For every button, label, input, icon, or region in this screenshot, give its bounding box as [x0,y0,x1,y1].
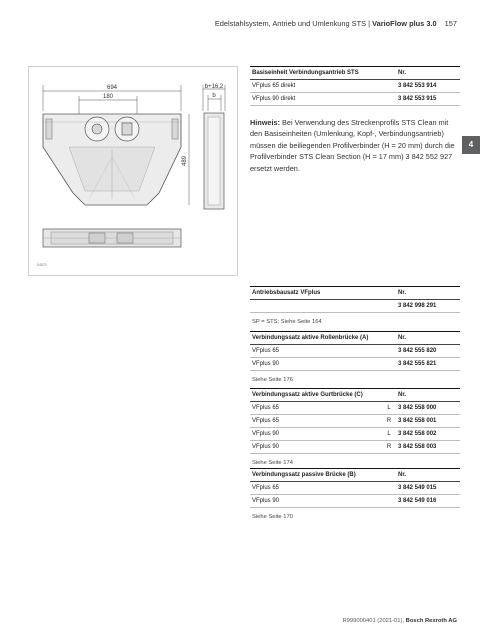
table-cell: VFplus 65 [252,418,280,424]
table-cell: VFplus 90 [252,431,280,437]
table-header-cell: Verbindungssatz aktive Rollenbrücke (A) [252,335,369,341]
table-cell: VFplus 65 [252,348,280,354]
table-row [250,358,460,371]
technical-drawing [28,66,238,276]
table-cell: 3 842 555 821 [398,361,437,367]
header-title: Edelstahlsystem, Antrieb und Umlenkung STS [214,19,367,28]
table-row [250,345,460,358]
table-note: Siehe Seite 176 [252,377,293,383]
chapter-tab: 4 [462,136,480,154]
page-footer [342,618,457,624]
table-row [250,428,460,441]
table-cell: L [387,431,391,437]
table-row [250,482,460,495]
table-header [250,331,460,345]
table-note: SP = STS; Siehe Seite 164 [252,319,322,325]
header-separator: | [368,19,371,28]
table-row [250,441,460,454]
table-row [250,495,460,508]
hinweis-label: Hinweis: [250,118,281,127]
table-header [250,468,460,482]
table-cell: 3 842 558 002 [398,431,437,437]
table-header-cell: Nr. [398,392,407,398]
table-row [250,415,460,428]
page-number: 157 [444,19,457,28]
dim-side-label: b+16,2 [204,84,224,90]
table-note: Siehe Seite 174 [252,460,293,466]
table-cell: 3 842 558 000 [398,405,437,411]
table-header-cell: Nr. [398,335,407,341]
table-header [250,66,460,80]
hinweis-text: Bei Verwendung des Streckenprofils STS Clean mit den Basiseinheiten (Umlenkung, Kopf-, Verbindungsantrieb) müssen die beiliegenden Profilverbinder (H = 20 mm) durch die Profilverbinder STS Clean Section (H = 17 mm) 3 842 552 927 ersetzt werden. [250,118,455,173]
table-header-cell: Verbindungssatz aktive Gurtbrücke (C) [252,392,363,398]
table-header-cell: Antriebsbausatz VFplus [252,290,321,296]
table-header-cell: Verbindungssatz passive Brücke (B) [252,472,356,478]
table-header-cell: Nr. [398,472,407,478]
table-passive-bruecke [250,468,460,520]
table-cell: VFplus 65 [252,485,280,491]
figure-id: 04870 [37,263,47,267]
table-cell: R [386,418,392,424]
table-cell: 3 842 998 291 [398,303,437,309]
table-header-cell: Basiseinheit Verbindungsantrieb STS [252,70,359,76]
table-note: Siehe Seite 170 [252,514,293,520]
table-header [250,286,460,300]
table-basiseinheit [250,66,460,106]
table-cell: 3 842 549 016 [398,498,437,504]
dim-side-b-label: b [212,93,216,99]
table-cell: 3 842 549 015 [398,485,437,491]
table-row [250,93,460,106]
table-cell: L [387,405,391,411]
footer-doc: R999000401 (2021-01), [342,618,405,624]
hinweis-note [250,117,455,174]
dim-height-label: 489 [182,155,188,167]
table-cell: 3 842 555 820 [398,348,437,354]
table-row [250,80,460,93]
page-header [215,19,457,28]
table-cell: 3 842 558 003 [398,444,437,450]
table-header-cell: Nr. [398,290,407,296]
table-cell: VFplus 90 direkt [252,96,296,102]
table-antriebsbausatz [250,286,460,325]
table-row [250,402,460,415]
table-cell: VFplus 90 [252,444,280,450]
table-row [250,300,460,313]
footer-brand: Bosch Rexroth AG [405,618,457,624]
dim-width-label: 694 [106,85,118,91]
table-header-cell: Nr. [398,70,407,76]
drawing-svg [29,67,237,275]
header-product: VarioFlow plus 3.0 [372,19,437,28]
table-cell: 3 842 558 001 [398,418,437,424]
table-cell: VFplus 90 [252,498,280,504]
table-cell: VFplus 90 [252,361,280,367]
table-header [250,388,460,402]
table-cell: 3 842 553 915 [398,96,437,102]
table-rollenbruecke [250,331,460,383]
table-cell: VFplus 65 direkt [252,83,296,89]
dim-inner-label: 180 [102,94,114,100]
table-gurtbruecke [250,388,460,466]
table-cell: 3 842 553 914 [398,83,437,89]
table-cell: R [386,444,392,450]
table-cell: VFplus 65 [252,405,280,411]
